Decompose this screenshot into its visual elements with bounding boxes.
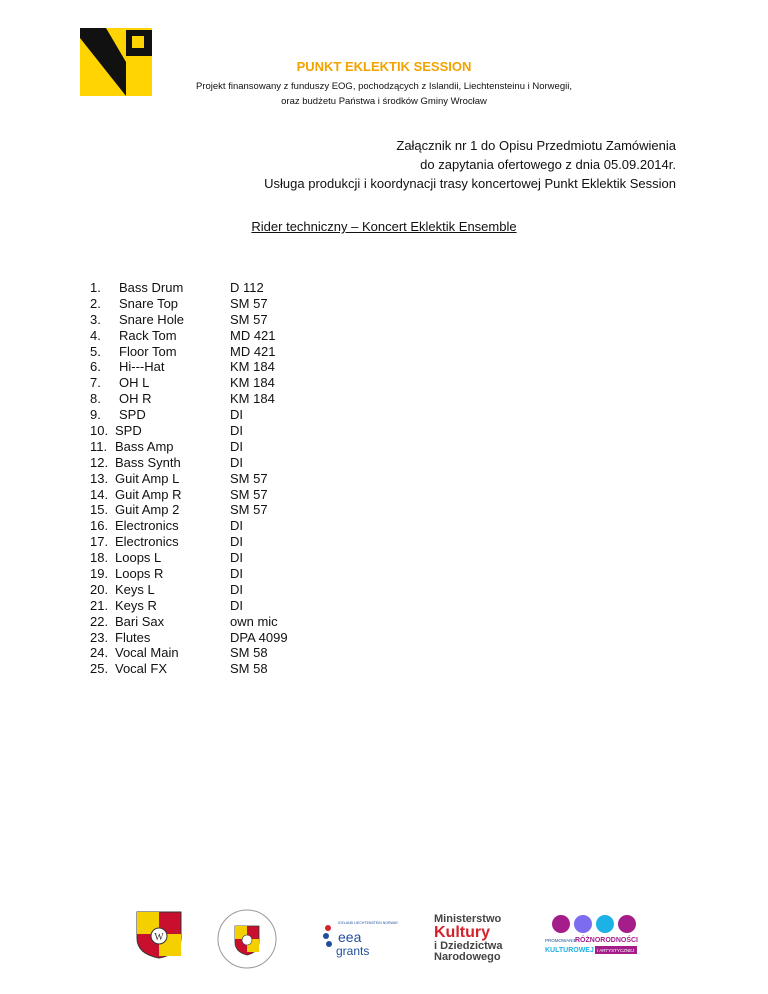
- channel-mic: MD 421: [230, 343, 276, 359]
- channel-source: Rack Tom: [119, 327, 177, 343]
- rider-title: Rider techniczny – Koncert Eklektik Ensemble: [251, 219, 517, 234]
- svg-text:eea: eea: [338, 929, 362, 945]
- channel-number: 12.: [90, 454, 109, 470]
- channel-source: Hi---Hat: [119, 359, 165, 375]
- channel-source: Keys L: [115, 581, 155, 597]
- annex-line-1: Załącznik nr 1 do Opisu Przedmiotu Zamówienia: [396, 138, 676, 153]
- project-title: PUNKT EKLEKTIK SESSION: [296, 59, 472, 74]
- channel-number: 25.: [90, 661, 109, 677]
- channel-number: 2.: [90, 295, 101, 311]
- svg-text:PROMOWANIE: PROMOWANIE: [545, 938, 577, 943]
- channel-mic: SM 57: [230, 295, 268, 311]
- channel-mic: MD 421: [230, 327, 276, 343]
- channel-mic: DI: [230, 581, 243, 597]
- channel-mic: DI: [230, 454, 243, 470]
- channel-source: Guit Amp 2: [115, 502, 180, 518]
- channel-mic: own mic: [230, 613, 278, 629]
- eea-grants-logo: [320, 916, 399, 965]
- channel-number: 6.: [90, 359, 101, 375]
- channel-mic: DPA 4099: [230, 629, 288, 645]
- channel-mic: SM 58: [230, 661, 268, 677]
- channel-number: 9.: [90, 407, 101, 423]
- svg-text:W: W: [154, 932, 164, 943]
- channel-mic: SM 57: [230, 470, 268, 486]
- channel-number: 22.: [90, 613, 109, 629]
- channel-number: 21.: [90, 597, 109, 613]
- channel-mic: DI: [230, 438, 243, 454]
- channel-number: 16.: [90, 518, 109, 534]
- annex-line-3: Usługa produkcji i koordynacji trasy koncertowej Punkt Eklektik Session: [264, 176, 676, 191]
- channel-source: Electronics: [115, 534, 179, 550]
- channel-number: 23.: [90, 629, 109, 645]
- channel-mic: DI: [230, 407, 243, 423]
- channel-source: Keys R: [115, 597, 157, 613]
- funding-line-1: Projekt finansowany z funduszy EOG, pochodzących z Islandii, Liechtensteinu i Norwegii,: [196, 81, 572, 92]
- wroclaw-coat-of-arms: [133, 908, 185, 965]
- channel-mic: DI: [230, 566, 243, 582]
- channel-number: 5.: [90, 343, 101, 359]
- channel-mic: KM 184: [230, 375, 275, 391]
- channel-source: SPD: [119, 407, 146, 423]
- channel-source: Vocal Main: [115, 645, 179, 661]
- svg-text:RÓŻNORODNOŚCI: RÓŻNORODNOŚCI: [575, 937, 638, 944]
- svg-text:grants: grants: [336, 944, 370, 958]
- channel-source: Snare Hole: [119, 311, 185, 327]
- channel-source: Floor Tom: [119, 343, 177, 359]
- svg-text:ICELAND LIECHTENSTEIN NORWAY: ICELAND LIECHTENSTEIN NORWAY: [338, 921, 399, 925]
- channel-source: Bass Amp: [115, 438, 174, 454]
- channel-number: 19.: [90, 566, 109, 582]
- channel-number: 13.: [90, 470, 109, 486]
- channel-number: 7.: [90, 375, 101, 391]
- channel-source: OH R: [119, 391, 152, 407]
- channel-number: 4.: [90, 327, 101, 343]
- channel-source: Bass Drum: [119, 280, 184, 295]
- channel-source: Loops L: [115, 550, 162, 566]
- channel-number: 3.: [90, 311, 101, 327]
- channel-mic: SM 57: [230, 502, 268, 518]
- channel-mic: SM 58: [230, 645, 268, 661]
- channel-mic: DI: [230, 550, 243, 566]
- channel-number: 10.: [90, 423, 109, 439]
- channel-number: 15.: [90, 502, 109, 518]
- channel-source: Loops R: [115, 566, 164, 582]
- svg-text:I ARTYSTYCZNEJ: I ARTYSTYCZNEJ: [597, 948, 635, 953]
- channel-number: 20.: [90, 581, 109, 597]
- channel-source: Bari Sax: [115, 613, 165, 629]
- channel-source: Vocal FX: [115, 661, 168, 677]
- funding-line-2: oraz budżetu Państwa i środków Gminy Wrocław: [281, 96, 487, 107]
- channel-number: 17.: [90, 534, 109, 550]
- channel-source: Guit Amp L: [115, 470, 180, 486]
- channel-number: 24.: [90, 645, 109, 661]
- channel-source: SPD: [115, 423, 142, 439]
- channel-mic: SM 57: [230, 311, 268, 327]
- svg-text:KULTUROWEJ: KULTUROWEJ: [545, 947, 594, 954]
- channel-source: Guit Amp R: [115, 486, 182, 502]
- channel-source: Snare Top: [119, 295, 179, 311]
- channel-source: OH L: [119, 375, 150, 391]
- channel-source: Flutes: [115, 629, 151, 645]
- channel-number: 14.: [90, 486, 109, 502]
- channel-source: Electronics: [115, 518, 179, 534]
- district-council-logo: [214, 908, 280, 975]
- channel-mic: DI: [230, 534, 243, 550]
- cultural-diversity-program-logo: [545, 914, 641, 963]
- channel-mic: D 112: [230, 280, 264, 295]
- channel-mic: SM 57: [230, 486, 268, 502]
- annex-line-2: do zapytania ofertowego z dnia 05.09.2014r.: [420, 157, 676, 172]
- channel-mic: KM 184: [230, 359, 275, 375]
- channel-number: 1.: [90, 280, 101, 295]
- channel-number: 18.: [90, 550, 109, 566]
- channel-number: 8.: [90, 391, 101, 407]
- channel-mic: DI: [230, 518, 243, 534]
- channel-mic: DI: [230, 423, 243, 439]
- channel-mic: KM 184: [230, 391, 275, 407]
- channel-mic: DI: [230, 597, 243, 613]
- ministry-of-culture-logo: Ministerstwo Kultury i Dziedzictwa Narodowego: [434, 913, 503, 963]
- channel-source: Bass Synth: [115, 454, 181, 470]
- channel-number: 11.: [90, 438, 108, 454]
